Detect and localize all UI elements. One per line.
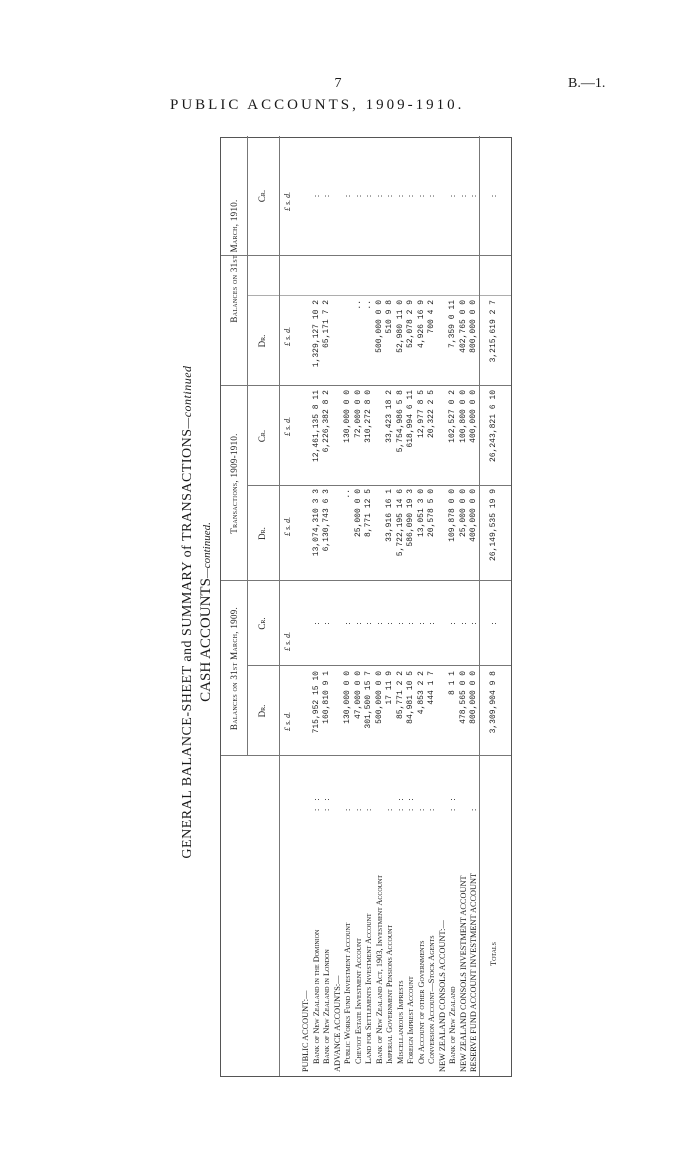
cell-cr09: :	[458, 622, 468, 625]
cell-trdr: 8,771 12 5	[364, 489, 373, 538]
subheader-dr-1909: Dr.	[257, 704, 267, 718]
cell-trcr: 72,000 0 0	[353, 390, 363, 439]
table-row	[396, 136, 406, 1076]
cell-cr09: :	[406, 622, 415, 625]
row-label: RESERVE FUND ACCOUNT INVESTMENT ACCOUNT	[469, 872, 478, 1072]
row-label: Imperial Government Pensions Account	[385, 924, 394, 1064]
cell-cr10: :	[374, 194, 384, 198]
cell-trcr: 102,527 0 2	[448, 390, 457, 443]
cell-trcr: 20,322 2 5	[427, 390, 436, 439]
cell-trdr: 20,578 5 0	[427, 489, 436, 538]
cell-dr09: 47,000 0 0	[353, 671, 363, 720]
cell-cr10: :	[343, 194, 352, 198]
table-row	[375, 136, 385, 1076]
cell-trdr: 400,000 0 0	[469, 489, 478, 542]
cell-dr09: 84,981 10 5	[406, 671, 415, 724]
row-leader-dots: :	[364, 805, 373, 811]
cell-cr10: :	[385, 194, 394, 198]
row-leader-dots: :	[416, 805, 426, 811]
row-leader-dots: : :	[311, 795, 321, 811]
cell-dr10: 52,980 11 0	[395, 300, 405, 353]
cell-dr09: 130,000 0 0	[343, 671, 352, 724]
row-label: Miscellaneous Imprests	[395, 980, 405, 1064]
table-row	[438, 136, 448, 1076]
cell-cr10: :	[427, 194, 436, 198]
cell-cr10: :	[395, 194, 405, 198]
row-label: Bank of New Zealand	[448, 986, 457, 1064]
header-balances-1910: Balances on 31st March, 1910.	[229, 199, 239, 323]
subheader-dr-trans: Dr.	[257, 527, 267, 540]
table-row	[343, 136, 353, 1076]
cell-dr09: 301,500 15 7	[364, 671, 373, 729]
cell-dr10: 700 4 2	[427, 300, 436, 334]
cell-dr09: 8 1 1	[448, 671, 457, 696]
units-dr-trans: £ s. d.	[283, 516, 292, 536]
table-row	[417, 136, 427, 1076]
table-row	[385, 136, 395, 1076]
cell-trdr: 5,722,195 14 6	[395, 489, 405, 557]
cell-trcr: 400,000 0 0	[469, 390, 478, 443]
cell-trcr: 12,461,135 8 11	[311, 390, 321, 463]
cell-trcr: 33,423 18 2	[385, 390, 394, 443]
cell-dr10: 510 9 8	[385, 300, 394, 334]
table-row	[333, 136, 343, 1076]
cell-cr09: :	[385, 622, 394, 625]
totals-dr-1909: 3,309,904 9 8	[489, 671, 498, 734]
subheader-dr-1910: Dr.	[257, 334, 267, 348]
cell-cr09: :	[427, 622, 436, 625]
row-label: NEW ZEALAND CONSOLS INVESTMENT ACCOUNT	[458, 875, 468, 1072]
table-row	[448, 136, 458, 1076]
table-row	[364, 136, 374, 1076]
cell-dr10: 402,765 0 0	[458, 300, 468, 353]
page-number: 7	[334, 76, 342, 91]
cell-dr10: 500,000 0 0	[374, 300, 384, 353]
cell-cr09: :	[311, 622, 321, 625]
cell-trcr: 618,994 6 11	[406, 390, 415, 448]
subheader-cr-1909: Cr.	[257, 617, 267, 630]
cell-dr09: 478,565 0 0	[458, 671, 468, 724]
section-title-text: CASH ACCOUNTS	[198, 578, 214, 702]
cell-trdr: 33,916 16 1	[385, 489, 394, 542]
cell-trdr: 109,878 0 0	[448, 489, 457, 542]
table-row	[406, 136, 416, 1076]
table-row	[427, 136, 437, 1076]
table-main-title	[180, 137, 196, 1087]
cell-cr10: :	[448, 194, 457, 198]
cell-trcr: 130,000 0 0	[343, 390, 352, 443]
table-row	[312, 136, 322, 1076]
row-label: Cheviot Estate Investment Account	[353, 938, 363, 1064]
cell-dr10: 52,078 2 9	[406, 300, 415, 349]
main-title-text: GENERAL BALANCE-SHEET and SUMMARY of TRANSACTIONS	[180, 428, 195, 859]
cell-trdr: 586,090 19 3	[406, 489, 415, 547]
cell-dr10: 65,171 7 2	[322, 300, 331, 349]
units-dr-1909: £ s. d.	[283, 711, 292, 731]
cell-cr09: :	[364, 622, 373, 625]
header-transactions: Transactions, 1909-1910.	[229, 433, 239, 534]
cell-cr09: :	[416, 622, 426, 625]
totals-row	[489, 136, 499, 1076]
cell-cr09: :	[322, 622, 331, 625]
cell-trdr: 6,130,743 6 3	[322, 489, 331, 552]
cell-dr09: 4,853 2 2	[416, 671, 426, 715]
cell-cr10: :	[469, 194, 478, 198]
cell-dr09: 500,000 0 0	[374, 671, 384, 724]
row-label: Land for Settlements Investment Account	[364, 913, 373, 1064]
cell-cr10: :	[406, 194, 415, 198]
cell-cr10: :	[322, 194, 331, 198]
totals-dr-trans: 26,149,535 19 9	[489, 489, 498, 562]
table-row	[459, 136, 469, 1076]
row-leader-dots: :	[385, 805, 394, 811]
units-cr-trans: £ s. d.	[283, 416, 292, 436]
cell-cr10: :	[416, 194, 426, 198]
row-label: Bank of New Zealand in the Dominion	[311, 929, 321, 1064]
cell-dr10: ..	[364, 300, 373, 310]
table-row	[322, 136, 332, 1076]
cell-trcr: 6,226,382 8 2	[322, 390, 331, 453]
totals-dr-1910: 3,215,619 2 7	[489, 300, 498, 363]
cell-cr10: :	[353, 194, 363, 198]
row-label: NEW ZEALAND CONSOLS ACCOUNT:—	[437, 920, 447, 1072]
cell-trdr: ..	[343, 489, 352, 499]
cell-trcr: 5,754,986 5 8	[395, 390, 405, 453]
cell-cr09: :	[343, 622, 352, 625]
row-leader-dots: :	[343, 805, 352, 811]
cell-cr09: :	[353, 622, 363, 625]
totals-label: Totals	[489, 942, 498, 966]
cell-dr09: 800,000 0 0	[469, 671, 478, 724]
header-balances-1909: Balances on 31st March, 1909.	[229, 606, 239, 731]
totals-cr-1909: :	[489, 622, 498, 625]
row-label: Public Works Fund Investment Account	[343, 922, 352, 1064]
row-label: ADVANCE ACCOUNTS:—	[332, 975, 342, 1072]
cell-cr10: :	[458, 194, 468, 198]
cell-trcr: 310,272 8 0	[364, 390, 373, 443]
units-cr-1909: £ s. d.	[283, 631, 292, 651]
row-leader-dots: : :	[448, 795, 457, 811]
cell-trcr: 12,977 8 5	[416, 390, 426, 439]
cell-dr10: 800,000 0 0	[469, 300, 478, 353]
totals-cr-1910: :	[489, 194, 498, 198]
cell-dr10: ..	[353, 300, 363, 310]
cell-dr09: 85,771 2 2	[395, 671, 405, 720]
cell-cr09: :	[374, 622, 384, 625]
cell-trdr: 13,051 3 0	[416, 489, 426, 538]
subheader-cr-trans: Cr.	[257, 429, 267, 443]
row-leader-dots: :	[353, 805, 363, 811]
cell-trdr: 25,000 0 0	[353, 489, 363, 538]
cell-dr10: 1,329,127 10 2	[311, 300, 321, 368]
cell-dr10: 7,359 0 11	[448, 300, 457, 349]
cell-dr09: 160,810 9 1	[322, 671, 331, 724]
totals-cr-trans: 26,243,821 6 10	[489, 390, 498, 463]
cell-cr09: :	[469, 622, 478, 625]
section-title-continued: —continued.	[201, 522, 213, 579]
cash-accounts-table	[220, 137, 512, 1077]
row-label: Conversion Account—Stock Agents	[427, 935, 436, 1064]
subheader-cr-1910: Cr.	[257, 189, 267, 203]
row-label: Bank of New Zealand Act, 1903, Investment Account	[374, 874, 384, 1064]
cell-cr10: :	[364, 194, 373, 198]
cell-cr09: :	[448, 622, 457, 625]
units-cr-1910: £ s. d.	[283, 191, 292, 211]
row-label: Foreign Imprest Account	[406, 976, 415, 1064]
row-leader-dots: : :	[406, 795, 415, 811]
table-section-title	[198, 137, 215, 1087]
row-leader-dots: :	[427, 805, 436, 811]
main-title-continued: —continued	[180, 365, 194, 429]
table-row	[469, 136, 479, 1076]
cell-cr09: :	[395, 622, 405, 625]
row-leader-dots: :	[469, 805, 478, 811]
units-dr-1910: £ s. d.	[283, 326, 292, 346]
row-label: On Account of other Governments	[416, 940, 426, 1064]
row-label: PUBLIC ACCOUNT:—	[301, 990, 310, 1072]
rotated-table-area	[130, 137, 580, 1087]
cell-trdr: 25,000 0 0	[458, 489, 468, 538]
table-row	[301, 136, 311, 1076]
table-row	[354, 136, 364, 1076]
row-leader-dots: : :	[395, 795, 405, 811]
cell-dr10: 4,926 16 9	[416, 300, 426, 349]
cell-dr09: 444 1 7	[427, 671, 436, 705]
cell-dr09: 17 11 9	[385, 671, 394, 705]
page-title: PUBLIC ACCOUNTS, 1909-1910.	[170, 97, 465, 113]
cell-dr09: 715,952 15 10	[311, 671, 321, 734]
document-reference: B.—1.	[568, 76, 606, 91]
row-label: Bank of New Zealand in London	[322, 949, 331, 1064]
row-leader-dots: : :	[322, 795, 331, 811]
cell-trdr: 13,074,310 3 3	[311, 489, 321, 557]
cell-trcr: 100,800 0 0	[458, 390, 468, 443]
cell-cr10: :	[311, 194, 321, 198]
